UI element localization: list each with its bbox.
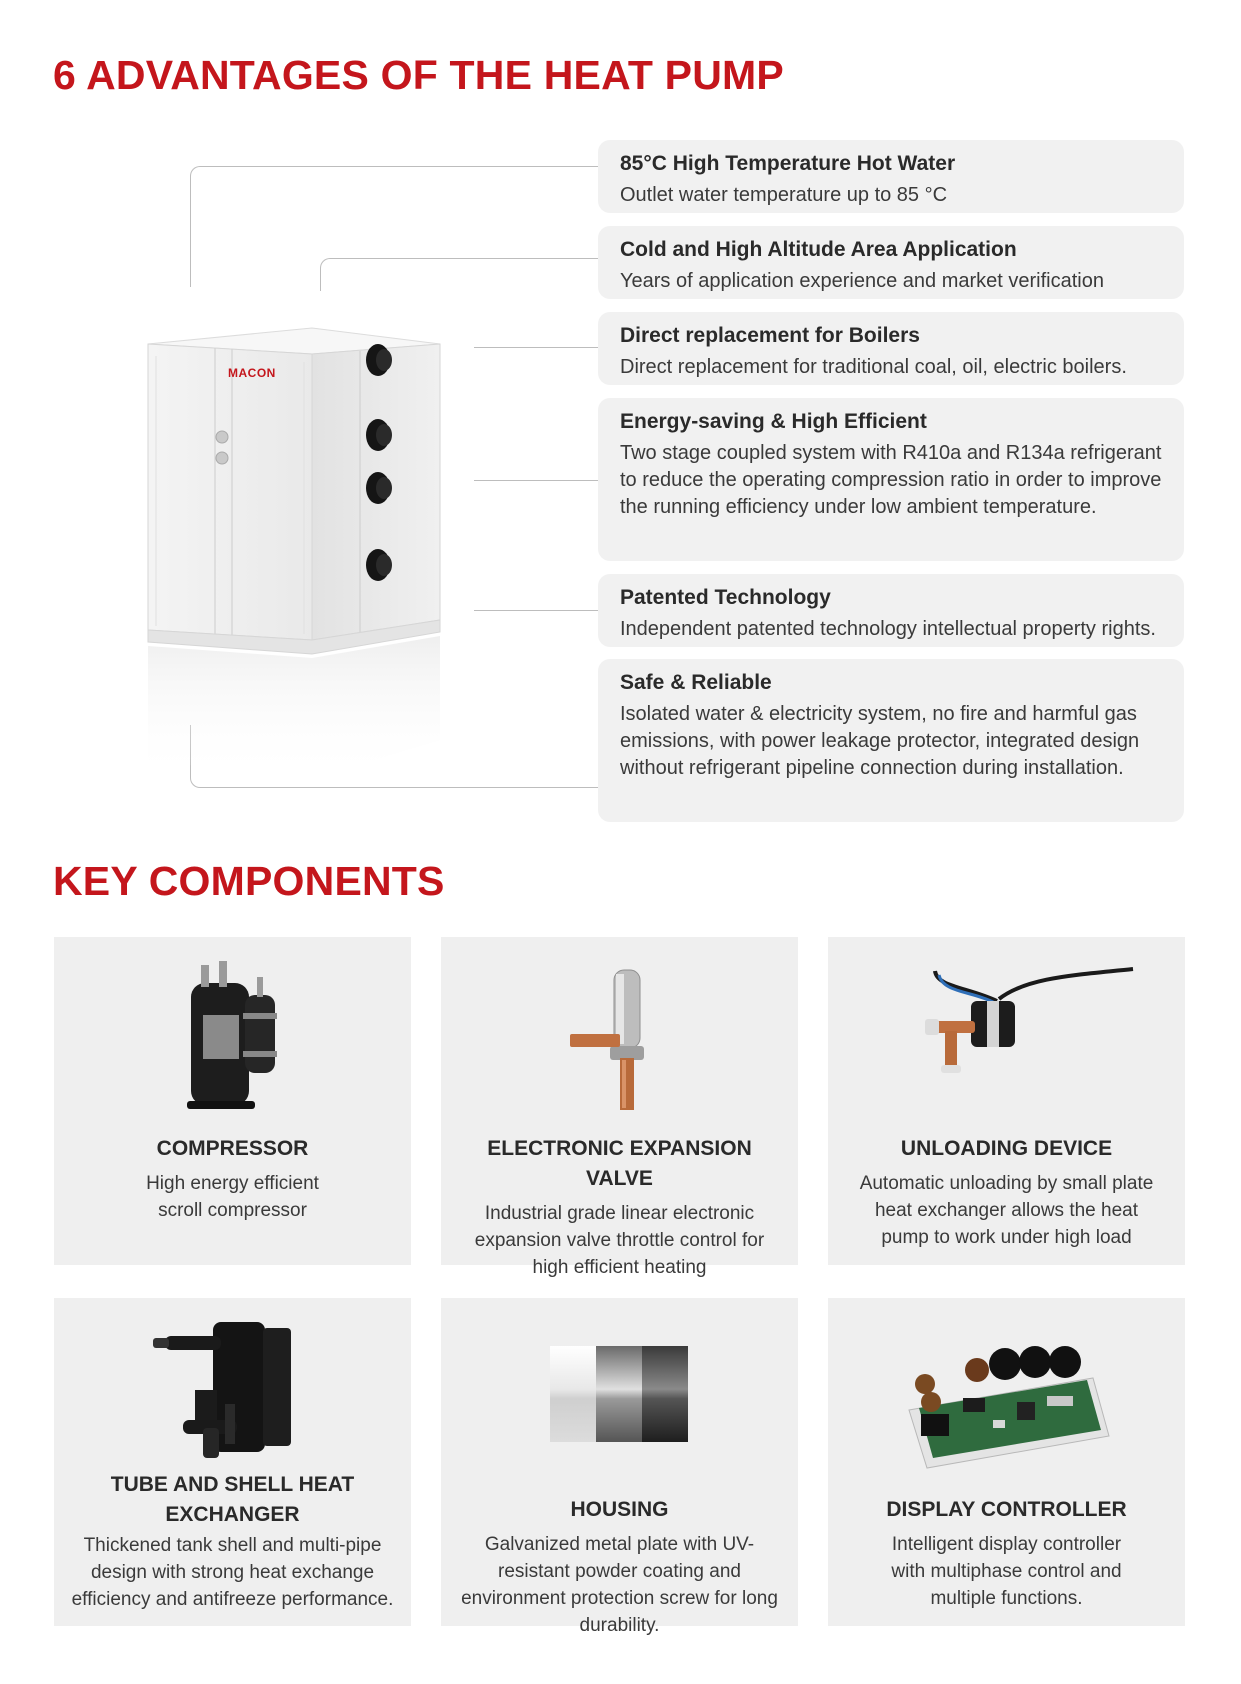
- advantage-card-6: [598, 659, 1184, 822]
- connector-line: [474, 347, 598, 348]
- component-card-display-controller: [828, 1298, 1185, 1626]
- brand-logo: MACON: [228, 366, 276, 380]
- component-title: DISPLAY CONTROLLER: [886, 1498, 1127, 1521]
- circuit-board-icon: [828, 1298, 1185, 1488]
- connector-line: [474, 610, 598, 611]
- advantage-desc: Outlet water temperature up to 85 °C: [620, 184, 948, 206]
- advantage-title: Cold and High Altitude Area Application: [620, 238, 1017, 261]
- component-desc: Industrial grade linear electronic expansion valve throttle control for high efficient heating: [474, 1203, 765, 1278]
- advantage-desc: Isolated water & electricity system, no fire and harmful gas emissions, with power leakage protector, integrated design without refrigerant pipeline connection during installation.: [620, 703, 1140, 779]
- component-title: TUBE AND SHELL HEAT EXCHANGER: [110, 1473, 355, 1526]
- advantage-desc: Direct replacement for traditional coal, oil, electric boilers.: [620, 356, 1127, 378]
- connector-line: [474, 480, 598, 481]
- connector-line: [320, 258, 599, 291]
- heat-pump-unit: [140, 320, 450, 790]
- advantage-card-4: [598, 398, 1184, 561]
- unloading-device-icon: [828, 937, 1185, 1127]
- advantage-desc: Two stage coupled system with R410a and R134a refrigerant to reduce the operating compression ratio in order to improve the running efficiency under low ambient temperature.: [620, 442, 1162, 518]
- advantage-desc: Independent patented technology intellectual property rights.: [620, 618, 1156, 640]
- expansion-valve-icon: [441, 937, 798, 1127]
- component-title: HOUSING: [570, 1498, 669, 1521]
- advantages-title: 6 ADVANTAGES OF THE HEAT PUMP: [53, 52, 784, 98]
- component-desc: High energy efficient scroll compressor: [146, 1173, 319, 1221]
- component-desc: Galvanized metal plate with UV-resistant powder coating and environment protection screw for long durability.: [461, 1534, 778, 1636]
- advantage-desc: Years of application experience and market verification: [620, 270, 1104, 292]
- advantage-card-3: [598, 312, 1184, 385]
- advantage-card-2: [598, 226, 1184, 299]
- component-card-heat-exchanger: [54, 1298, 411, 1626]
- advantage-title: Energy-saving & High Efficient: [620, 410, 927, 433]
- advantage-title: Direct replacement for Boilers: [620, 324, 920, 347]
- advantage-title: Patented Technology: [620, 586, 831, 609]
- component-desc: Thickened tank shell and multi-pipe design with strong heat exchange efficiency and antifreeze performance.: [71, 1535, 394, 1610]
- component-desc: Intelligent display controller with multiphase control and multiple functions.: [891, 1534, 1122, 1609]
- key-components-title: KEY COMPONENTS: [53, 858, 445, 904]
- compressor-icon: [54, 937, 411, 1127]
- advantage-card-5: [598, 574, 1184, 647]
- heat-pump-illustration: [140, 320, 450, 790]
- housing-swatch-icon: [441, 1298, 798, 1488]
- component-desc: Automatic unloading by small plate heat exchanger allows the heat pump to work under high load: [859, 1173, 1154, 1248]
- heat-exchanger-icon: [54, 1298, 411, 1488]
- component-card-housing: [441, 1298, 798, 1636]
- component-card-compressor: [54, 937, 411, 1265]
- advantage-title: Safe & Reliable: [620, 671, 772, 694]
- advantage-title: 85°C High Temperature Hot Water: [620, 152, 956, 175]
- component-card-unloading-device: [828, 937, 1185, 1265]
- component-title: UNLOADING DEVICE: [900, 1137, 1113, 1160]
- advantage-card-1: [598, 140, 1184, 213]
- component-title: ELECTRONIC EXPANSION VALVE: [487, 1137, 752, 1190]
- component-title: COMPRESSOR: [156, 1137, 309, 1160]
- component-card-expansion-valve: [441, 937, 798, 1278]
